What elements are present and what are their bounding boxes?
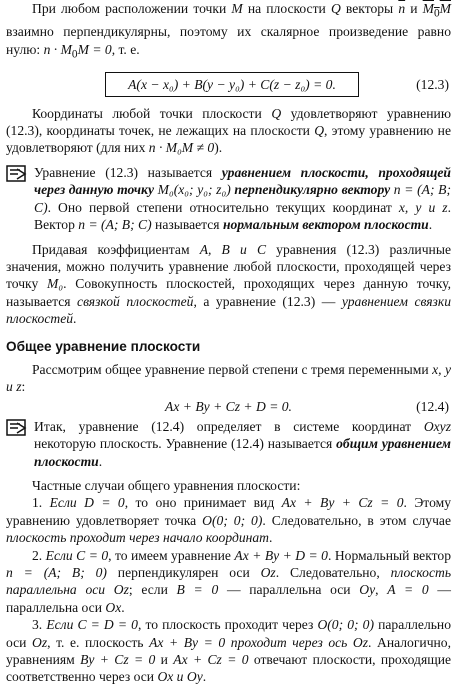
textbook-page — [6, 0, 451, 686]
definition-note-1 — [6, 164, 451, 234]
book-icon — [6, 165, 28, 183]
equation-number: (12.3) — [416, 76, 449, 92]
book-icon — [6, 419, 28, 437]
equation-12-3 — [6, 71, 451, 99]
general-formula: Ax + By + Cz + D = 0. — [165, 398, 292, 414]
paragraph-general: Рассмотрим общее уравнение первой степени с тремя переменными x, y и z: — [6, 361, 451, 395]
paragraph-intro: При любом расположении точки M на плоскости Q векторы $\overline{n}$ и $M_0M$ взаимно перпендикулярны, поэтому их скалярное произведение равно нулю: $n \cdot M_0M = 0$, т. е. — [6, 1, 451, 61]
boxed-formula: A(x − x₀) + B(y − y₀) + C(z − z₀) = 0. — [105, 72, 359, 97]
case-3: 3. Если C = D = 0, то плоскость проходит через O(0; 0; 0) параллельно оси Oz, т. е. плоскость Ax + By = 0 проходит через ось Oz. Аналогично, уравнениям By + Cz = 0 и Ax + Cz = 0 отвечают плоскости, проходящие соответственно через оси Ox и Oy. — [6, 617, 452, 685]
case-2: 2. Если C = 0, то имеем уравнение Ax + By + D = 0. Нормальный вектор n = (A; B; 0) перпендикулярен оси Oz. Следовательно, плоскость параллельна оси Oz; если B = 0 — параллельна оси Oy, A = 0 — параллельна оси Ox. — [6, 547, 452, 615]
paragraph-definition-general: Итак, уравнение (12.4) определяет в системе координат Oxyz некоторую плоскость. Уравнение (12.4) называется общим уравнением плоскости. — [34, 418, 451, 469]
paragraph-bundle: Придавая коэффициентам A, B и C уравнения (12.3) различные значения, можно получить уравнение любой плоскости, проходящей через точку M₀. Совокупность плоскостей, проходящих через данную точку, называется связкой плоскостей, а уравнение (12.3) — уравнением связки плоскостей. — [6, 241, 452, 327]
paragraph-definition-plane: Уравнение (12.3) называется уравнением плоскости, проходящей через данную точку M₀(x₀; y₀; z₀) перпендикулярно вектору n = (A; B; C). Оно первой степени относительно текущих координат x, y и z. Вектор n = (A; B; C) называется нормальным вектором плоскости. — [34, 164, 451, 233]
equation-12-4 — [6, 398, 451, 416]
definition-note-2 — [6, 418, 451, 470]
paragraph-special-cases: Частные случаи общего уравнения плоскости: — [32, 477, 301, 493]
equation-number: (12.4) — [416, 398, 449, 414]
case-1: 1. Если D = 0, то оно принимает вид Ax + By + Cz = 0. Этому уравнению удовлетворяет точка O(0; 0; 0). Следовательно, в этом случае плоскость проходит через начало координат. — [6, 495, 452, 546]
paragraph-coordinates: Координаты любой точки плоскости Q удовлетворяют уравнению (12.3), координаты точек, не лежащих на плоскости Q, этому уравнению не удовлетворяют (для них n · M₀M ≠ 0). — [6, 105, 451, 156]
section-heading: Общее уравнение плоскости — [6, 338, 201, 354]
